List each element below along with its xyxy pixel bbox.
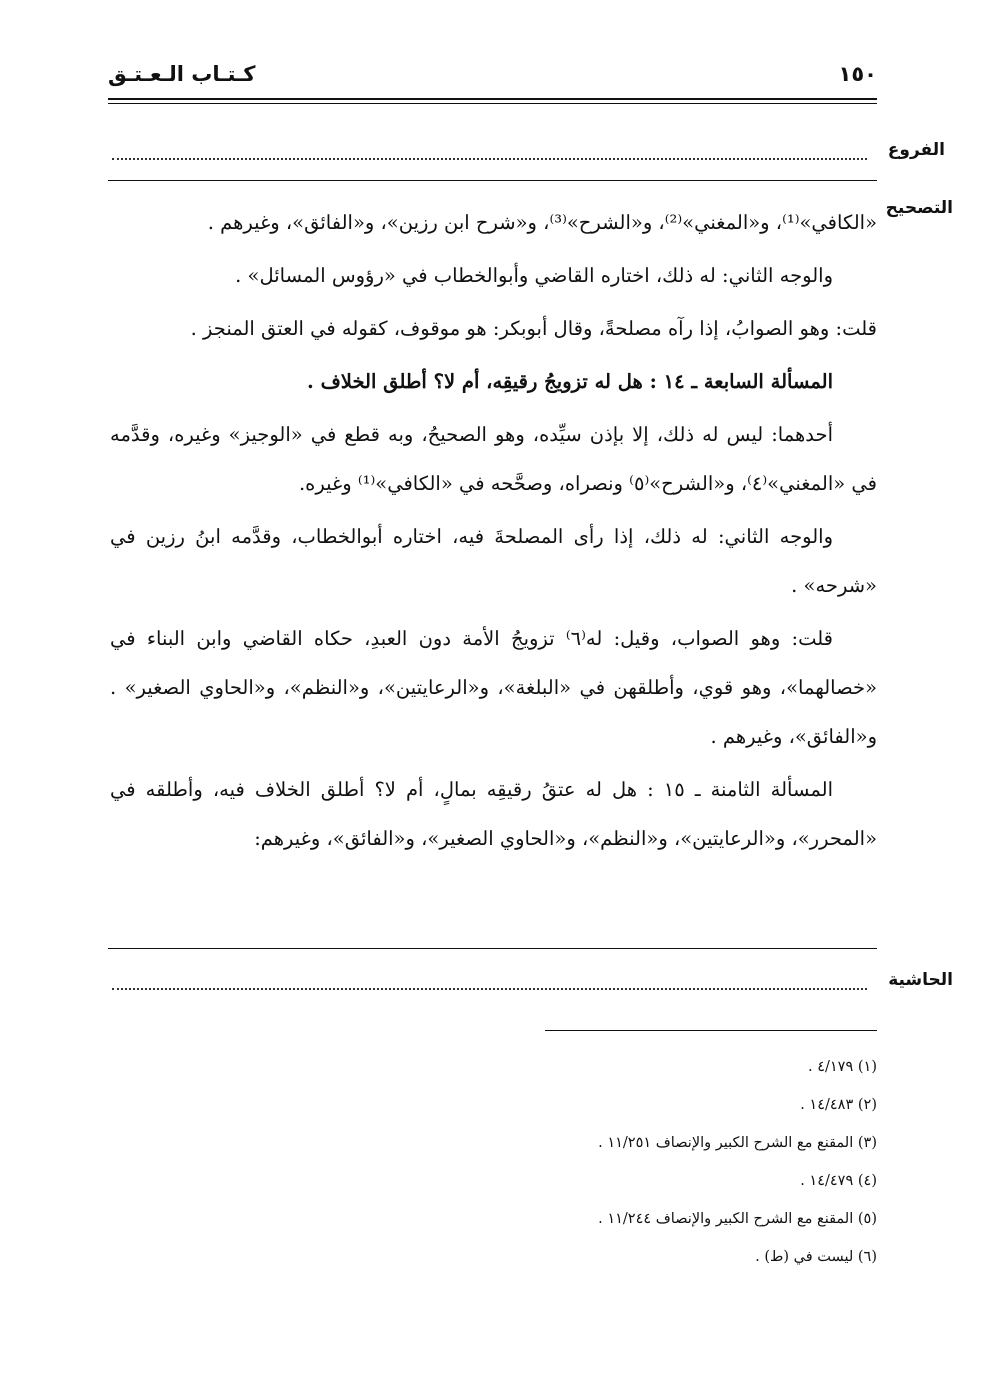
footnotes: [200, 1048, 877, 1276]
section-label-furu: الفروع: [887, 140, 945, 160]
section-divider-bottom: [108, 948, 877, 949]
issue-14-heading: المسألة السابعة ـ ١٤ : هل له تزويجُ رقيقِه، أم لا؟ أطلق الخلاف .: [307, 370, 833, 393]
paragraph-7: قلت: وهو الصواب، وقيل: له⁽٦⁾ تزويجُ الأمة دون العبدِ، حكاه القاضي وابن البناء في «خصالهما»، وهو قوي، وأطلقهن في «البلغة»، و«الرعايتين»، و«النظم»، و«الحاوي الصغير» . و«الفائق»، وغيرهم .: [110, 627, 877, 748]
section-divider-top: [108, 180, 877, 181]
page-number: ١٥٠: [838, 62, 877, 86]
paragraph-5: أحدهما: ليس له ذلك، إلا بإذن سيِّده، وهو الصحيحُ، وبه قطع في «الوجيز» وغيره، وقدَّمه في «المغني»⁽٤⁾، و«الشرح»⁽٥⁾ ونصراه، وصحَّحه في «الكافي»⁽¹⁾ وغيره.: [110, 423, 877, 495]
footnote-3: (٣) المقنع مع الشرح الكبير والإنصاف ١١/٢٥١ .: [598, 1135, 877, 1151]
paragraph-6: والوجه الثاني: له ذلك، إذا رأى المصلحةَ فيه، اختاره أبوالخطاب، وقدَّمه ابنُ رزين في «شرحه» .: [110, 525, 877, 597]
paragraph-1: «الكافي»⁽¹⁾، و«المغني»⁽²⁾، و«الشرح»⁽³⁾، و«شرح ابن رزين»، و«الفائق»، وغيرهم .: [207, 211, 877, 234]
main-text: [110, 198, 877, 867]
paragraph-3: قلت: وهو الصوابُ، إذا رآه مصلحةً، وقال أبوبكر: هو موقوف، كقوله في العتق المنجز .: [190, 317, 877, 340]
header-rule: [108, 98, 877, 104]
footnote-2: (٢) ١٤/٤٨٣ .: [800, 1097, 877, 1113]
footnote-separator: [545, 1030, 877, 1031]
footnote-6: (٦) ليست في (ط) .: [755, 1249, 877, 1265]
footnote-4: (٤) ١٤/٤٧٩ .: [800, 1173, 877, 1189]
footnote-1: (١) ٤/١٧٩ .: [807, 1059, 877, 1075]
paragraph-2: والوجه الثاني: له ذلك، اختاره القاضي وأبوالخطاب في «رؤوس المسائل» .: [235, 264, 833, 287]
section-label-hashiya: الحاشية: [888, 970, 953, 990]
issue-15-heading: المسألة الثامنة ـ ١٥ : هل له عتقُ رقيقِه بمالٍ، أم لا؟ أطلق الخلاف فيه، وأطلقه في «المحرر»، و«الرعايتين»، و«النظم»، و«الحاوي الصغير»، و«الفائق»، وغيرهم:: [110, 778, 877, 850]
hashiya-dotted-line: [112, 988, 867, 990]
footnote-5: (٥) المقنع مع الشرح الكبير والإنصاف ١١/٢٤٤ .: [598, 1211, 877, 1227]
running-header-title: كـتـاب الـعـتـق: [108, 62, 256, 86]
furu-dotted-line: [112, 158, 867, 160]
section-label-tashih: التصحيح: [885, 198, 953, 218]
